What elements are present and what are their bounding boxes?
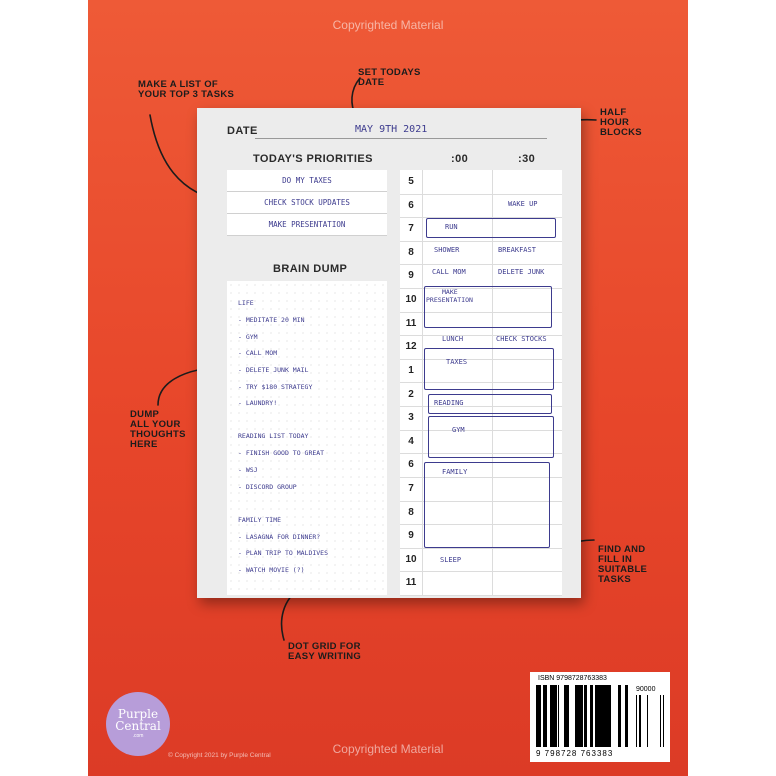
brain-item: - DISCORD GROUP [238,483,297,491]
schedule-row [400,194,562,219]
barcode-bars [536,685,666,747]
planner-page [197,108,581,598]
task-reading: READING [434,399,464,407]
hour-label: 12 [400,335,423,359]
hour-label: 9 [400,264,423,288]
brain-item: - CALL MOM [238,349,278,357]
brain-item: - DELETE JUNK MAIL [238,366,309,374]
hour-label: 2 [400,383,423,407]
date-value: MAY 9TH 2021 [355,124,428,135]
priorities-list [227,170,387,236]
priorities-title: TODAY'S PRIORITIES [253,153,373,165]
brain-dump-title: BRAIN DUMP [273,263,348,275]
task-run: RUN [445,223,458,231]
hour-label: 11 [400,312,423,336]
task-sleep: SLEEP [440,556,462,564]
hour-label: 4 [400,430,423,454]
priority-item: CHECK STOCK UPDATES [227,192,387,214]
task-family: FAMILY [442,468,468,476]
brain-item: LIFE [238,299,254,307]
copyright-line: © Copyright 2021 by Purple Central [168,752,271,759]
brain-item: - LAUNDRY! [238,399,278,407]
task-call-mom: CALL MOM [432,268,466,276]
note-set-date: SET TODAYS DATE [358,67,421,88]
brain-item: - FINISH GOOD TO GREAT [238,449,325,457]
hour-label: 7 [400,477,423,501]
schedule-row [400,548,562,573]
brain-item: FAMILY TIME [238,516,282,524]
hour-label: 11 [400,571,423,595]
note-half-hour: HALF HOUR BLOCKS [600,107,642,138]
isbn-text: ISBN 9798728763383 [538,675,607,682]
hour-label: 9 [400,524,423,548]
task-gym: GYM [452,426,465,434]
brain-dump-area [227,281,387,595]
brain-item: - WSJ [238,466,258,474]
hour-label: 3 [400,406,423,430]
task-check-stocks: CHECK STOCKS [496,335,547,343]
task-presentation: PRESENTATION [426,296,473,304]
priority-item: MAKE PRESENTATION [227,214,387,236]
brain-item: - PLAN TRIP TO MALDIVES [238,549,329,557]
hour-label: 8 [400,241,423,265]
date-line [255,138,547,139]
schedule-row [400,571,562,596]
task-block-taxes [424,348,554,390]
schedule-row [400,170,562,195]
task-breakfast: BREAKFAST [498,246,536,254]
task-shower: SHOWER [434,246,460,254]
task-make: MAKE [442,288,458,296]
task-delete-junk: DELETE JUNK [498,268,545,276]
isbn-barcode [530,672,670,762]
task-taxes: TAXES [446,358,468,366]
hour-label: 7 [400,217,423,241]
priority-item: DO MY TAXES [227,170,387,192]
hour-schedule [400,170,562,595]
schedule-row [400,241,562,266]
hour-label: 1 [400,359,423,383]
task-block-gym [428,416,554,458]
note-dot-grid: DOT GRID FOR EASY WRITING [288,641,362,662]
task-wake-up: WAKE UP [508,200,538,208]
book-back-cover [88,0,688,776]
brain-item: - TRY $180 STRATEGY [238,383,313,391]
hour-label: 6 [400,453,423,477]
brain-item: - WATCH MOVIE (?) [238,566,305,574]
barcode-number: 9 798728 763383 [536,749,614,758]
date-label: DATE [227,125,258,137]
brain-item: - LASAGNA FOR DINNER? [238,533,321,541]
publisher-logo: Purple Central .com [106,692,170,756]
watermark-bottom: Copyrighted Material [332,742,444,756]
task-lunch: LUNCH [442,335,464,343]
hour-label: 6 [400,194,423,218]
brain-item: READING LIST TODAY [238,432,309,440]
col-header-00: :00 [451,153,469,165]
note-top-tasks: MAKE A LIST OF YOUR TOP 3 TASKS [138,79,235,100]
hour-label: 10 [400,288,423,312]
col-header-30: :30 [518,153,536,165]
hour-label: 5 [400,170,423,194]
hour-label: 10 [400,548,423,572]
price-code: 90000 [636,686,656,693]
brain-item: - GYM [238,333,258,341]
brain-item: - MEDITATE 20 MIN [238,316,305,324]
note-find-fill: FIND AND FILL IN SUITABLE TASKS [598,544,648,585]
watermark-top: Copyrighted Material [332,18,444,32]
hour-label: 8 [400,501,423,525]
note-brain-dump: DUMP ALL YOUR THOUGHTS HERE [130,409,186,450]
